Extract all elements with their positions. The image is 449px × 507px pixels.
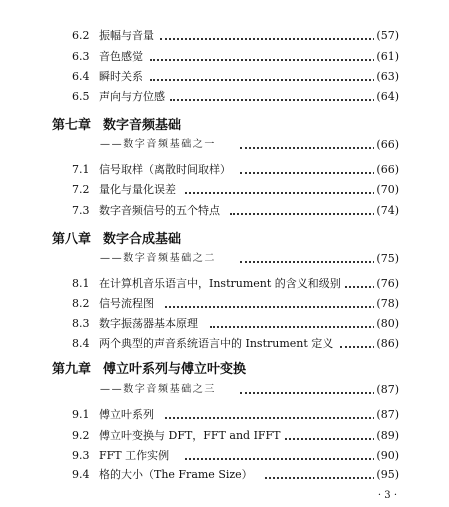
toc-entry-6-3 (0, 48, 449, 66)
entry-page: (89) (374, 427, 399, 445)
leader-dots (150, 79, 379, 81)
entry-title: FFT 工作实例 (99, 447, 172, 465)
leader-dots (185, 458, 379, 460)
leader-dots (150, 59, 379, 61)
entry-number: 8.4 (72, 337, 90, 350)
entry-number: 6.3 (72, 50, 90, 63)
entry-title: 振幅与音量 (99, 27, 157, 45)
entry-page: (86) (374, 335, 399, 353)
entry-page: (95) (374, 466, 399, 484)
entry-page: (87) (374, 406, 399, 424)
toc-entry-9-1 (0, 406, 449, 424)
entry-title: 两个典型的声音系统语言中的 Instrument 定义 (99, 335, 336, 353)
leader-dots (340, 286, 379, 288)
chapter-subtitle: ——数字音频基础之二 (100, 250, 219, 268)
chapter-heading-8 (0, 230, 449, 250)
chapter-subtitle-9 (0, 381, 449, 399)
toc-entry-6-5 (0, 88, 449, 106)
entry-page: (61) (374, 48, 399, 66)
toc-entry-8-4 (0, 335, 449, 353)
entry-page: (66) (374, 136, 399, 154)
entry-page: (66) (374, 161, 399, 179)
toc-entry-9-3 (0, 447, 449, 465)
chapter-subtitle-8 (0, 250, 449, 268)
entry-page: (80) (374, 315, 399, 333)
toc-entry-7-2 (0, 181, 449, 199)
entry-title: 声向与方位感 (99, 88, 168, 106)
entry-title: 格的大小（The Frame Size） (99, 466, 256, 484)
entry-page: (57) (374, 27, 399, 45)
chapter-heading-7 (0, 116, 449, 136)
entry-title: 数字音频信号的五个特点 (99, 202, 223, 220)
toc-entry-9-4 (0, 466, 449, 484)
entry-number: 7.3 (72, 204, 90, 217)
toc-entry-7-1 (0, 161, 449, 179)
entry-title: 信号流程图 (99, 295, 157, 313)
toc-entry-6-2 (0, 27, 449, 45)
toc-entry-6-4 (0, 68, 449, 86)
entry-page: (87) (374, 381, 399, 399)
leader-dots (240, 147, 379, 149)
entry-number: 6.4 (72, 70, 90, 83)
chapter-subtitle-7 (0, 136, 449, 154)
chapter-title: 傅立叶系列与傅立叶变换 (103, 362, 247, 377)
leader-dots (285, 438, 379, 440)
toc-entry-8-3 (0, 315, 449, 333)
leader-dots (210, 326, 379, 328)
entry-title: 傅立叶变换与 DFT，FFT and IFFT (99, 427, 284, 445)
leader-dots (240, 172, 379, 174)
leader-dots (240, 261, 379, 263)
entry-number: 8.2 (72, 297, 90, 310)
entry-page: (63) (374, 68, 399, 86)
leader-dots (340, 346, 379, 348)
entry-page: (74) (374, 202, 399, 220)
entry-title: 瞬时关系 (99, 68, 146, 86)
entry-page: (64) (374, 88, 399, 106)
leader-dots (230, 213, 379, 215)
entry-title: 信号取样（离散时间取样） (99, 161, 234, 179)
entry-title: 量化与量化误差 (99, 181, 179, 199)
chapter-subtitle: ——数字音频基础之一 (100, 136, 219, 154)
leader-dots (160, 38, 379, 40)
chapter-subtitle: ——数字音频基础之三 (100, 381, 219, 399)
entry-title: 在计算机音乐语言中，Instrument 的含义和级别 (99, 275, 344, 293)
leader-dots (185, 192, 379, 194)
entry-number: 8.3 (72, 317, 90, 330)
toc-entry-8-1 (0, 275, 449, 293)
entry-number: 6.2 (72, 29, 90, 42)
entry-page: (76) (374, 275, 399, 293)
chapter-title: 数字合成基础 (103, 232, 182, 247)
entry-number: 9.2 (72, 429, 90, 442)
entry-number: 6.5 (72, 90, 90, 103)
entry-page: (70) (374, 181, 399, 199)
leader-dots (170, 99, 379, 101)
chapter-label: 第七章 (52, 118, 92, 133)
toc-entry-7-3 (0, 202, 449, 220)
toc-entry-9-2 (0, 427, 449, 445)
entry-title: 傅立叶系列 (99, 406, 157, 424)
entry-page: (90) (374, 447, 399, 465)
entry-page: (75) (374, 250, 399, 268)
entry-number: 9.4 (72, 468, 90, 481)
leader-dots (240, 392, 379, 394)
entry-title: 音色感觉 (99, 48, 146, 66)
entry-number: 9.1 (72, 408, 90, 421)
leader-dots (165, 306, 379, 308)
entry-number: 7.1 (72, 163, 90, 176)
leader-dots (165, 417, 379, 419)
toc-entry-8-2 (0, 295, 449, 313)
entry-number: 8.1 (72, 277, 90, 290)
chapter-heading-9 (0, 360, 449, 380)
chapter-label: 第八章 (52, 232, 92, 247)
entry-number: 9.3 (72, 449, 90, 462)
entry-page: (78) (374, 295, 399, 313)
entry-number: 7.2 (72, 183, 90, 196)
chapter-title: 数字音频基础 (103, 118, 182, 133)
page-number: · 3 · (377, 490, 397, 501)
leader-dots (265, 477, 379, 479)
chapter-label: 第九章 (52, 362, 92, 377)
entry-title: 数字振荡器基本原理 (99, 315, 201, 333)
